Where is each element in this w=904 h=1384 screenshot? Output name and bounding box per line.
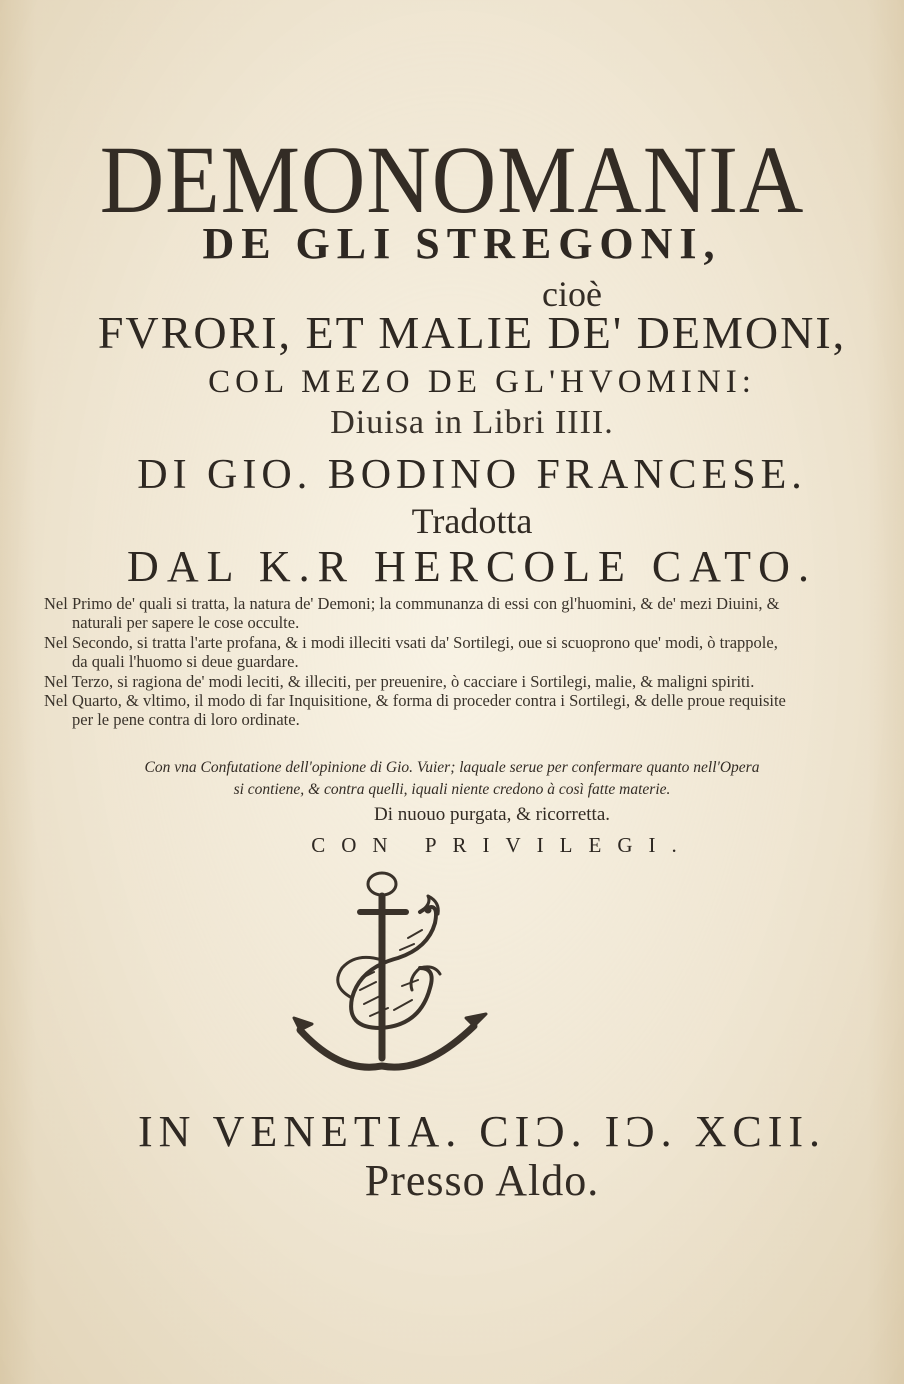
confutation-line-1: Con vna Confutatione dell'opinione di Gio. Vuier; laquale serue per confermare quanto nell'Opera bbox=[144, 759, 760, 776]
author-line: DI GIO. BODINO FRANCESE. bbox=[137, 452, 807, 498]
book-title: DEMONOMANIA bbox=[99, 126, 805, 233]
aldine-anchor-dolphin-icon bbox=[290, 868, 540, 1083]
revision-note: Di nuouo purgata, & ricorretta. bbox=[373, 804, 611, 825]
summary-book-3: Nel Terzo, si ragiona de' modi leciti, & illeciti, per preuenire, ò cacciare i Sortilegi, malie, & maligni spiriti. bbox=[44, 671, 755, 691]
imprint-place-date: IN VENETIA. CIƆ. IƆ. XCII. bbox=[137, 1107, 827, 1156]
summary-book-2: Nel Secondo, si tratta l'arte profana, & i modi illeciti vsati da' Sortilegi, oue si scuoprono que' modi, ò trappole, da quali l'huomo si deue guardare. bbox=[44, 632, 778, 672]
printer-name: Presso Aldo. bbox=[364, 1156, 600, 1205]
subtitle-line-2: cioè bbox=[542, 274, 602, 314]
subtitle-line-1: DE GLI STREGONI, bbox=[202, 219, 722, 268]
confutation-note bbox=[0, 757, 904, 801]
subtitle-line-4: COL MEZO DE GL'HVOMINI: bbox=[208, 364, 756, 400]
summary-book-4: Nel Quarto, & vltimo, il modo di far Inquisitione, & forma di proceder contra i Sortilegi, & delle proue requisite per le pene contra di loro ordinate. bbox=[44, 691, 786, 730]
subtitle-line-3: FVRORI, ET MALIE DE' DEMONI, bbox=[97, 307, 847, 358]
translator-line: DAL K.R HERCOLE CATO. bbox=[127, 542, 817, 591]
privilege-note: CON PRIVILEGI. bbox=[311, 833, 693, 857]
confutation-line-2: si contiene, & contra quelli, iquali niente credono à così fatte materie. bbox=[233, 781, 671, 798]
translated-label: Tradotta bbox=[411, 501, 533, 541]
books-summary bbox=[30, 594, 790, 730]
summary-book-1: Nel Primo de' quali si tratta, la natura de' Demoni; la communanza di essi con gl'huomini, & de' mezi Diuini, & naturali per sapere le cose occulte. bbox=[44, 594, 780, 633]
subtitle-line-5: Diuisa in Libri IIII. bbox=[330, 404, 614, 441]
